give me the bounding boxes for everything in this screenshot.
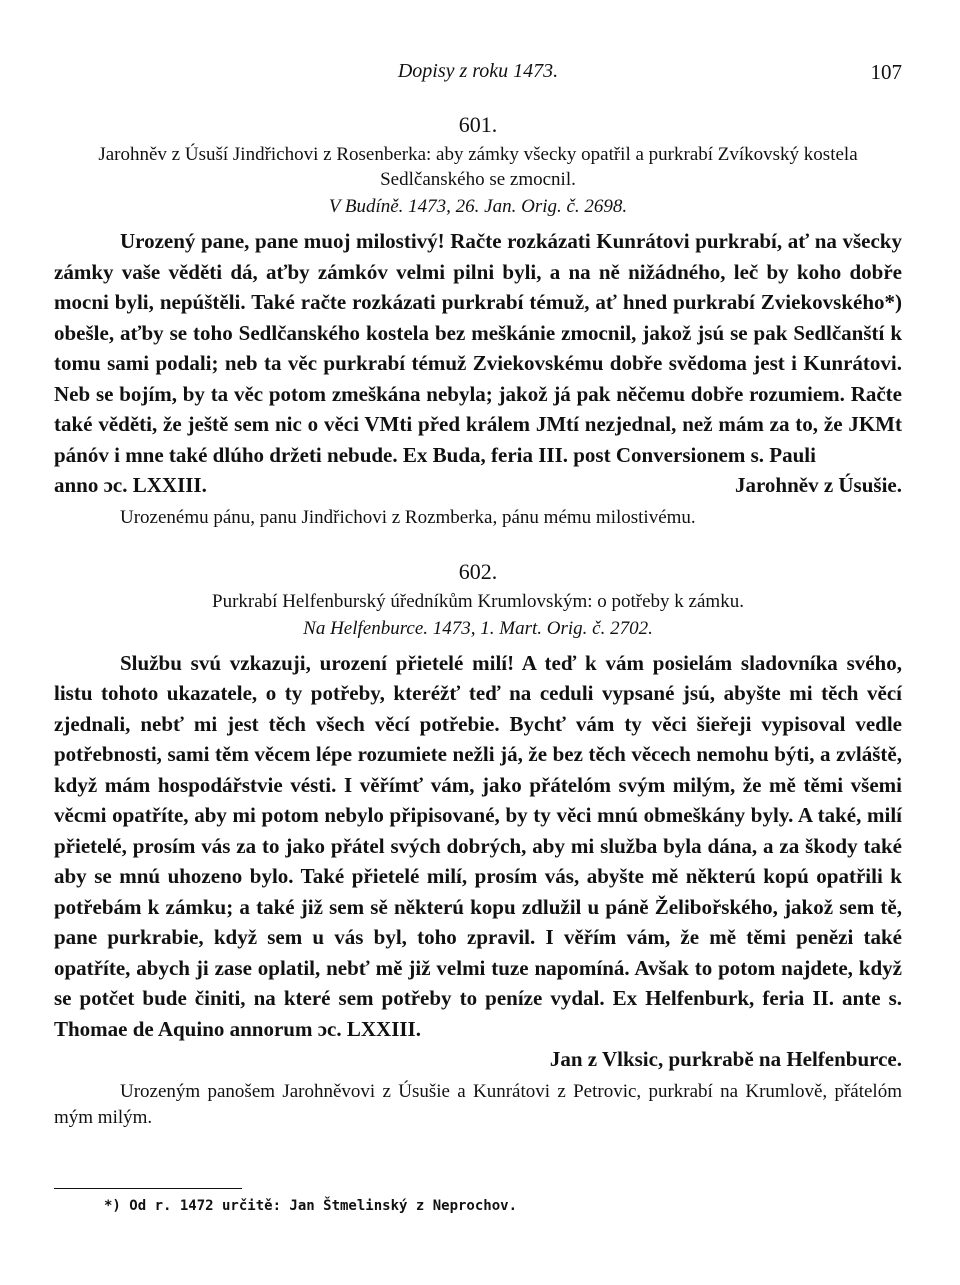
running-header bbox=[54, 58, 902, 88]
letter-signature: Jan z Vlksic, purkrabě na Helfenburce. bbox=[549, 1047, 902, 1071]
letter-signature: Jarohněv z Úsušie. bbox=[734, 473, 902, 497]
page-content bbox=[54, 110, 902, 1131]
page-number: 107 bbox=[870, 60, 902, 84]
letter-date-end: anno ɔc. LXXIII. bbox=[54, 473, 207, 497]
letter-602 bbox=[54, 557, 902, 1131]
letter-source: V Budíně. 1473, 26. Jan. Orig. č. 2698. bbox=[328, 196, 628, 217]
letter-summary: Jarohněv z Úsuší Jindřichovi z Rosenberka: aby zámky všecky opatřil a purkrabí Zvíkovský kostela Sedlčanského se zmocnil. bbox=[98, 144, 858, 190]
letter-body: Urozený pane, pane muoj milostivý! Račte rozkázati Kunrátovi purkrabí, ať na všecky zámky vaše věděti dá, aťby zámkóv velmi pilni byli, a na ně nižádného, leč by koho dobře mocni byli, nepúštěli. Také račte rozkázati purkrabí témuž, ať hned purkrabí Zviekovského*) obešle, aťby se toho Sedlčanského kostela bez meškánie zmocnil, jakož jsú se pak Sedlčanští k tomu sami podali; neb ta věc purkrabí témuž Zviekovskému dobře svědoma jest i Kunrátovi. Neb se bojím, by ta věc potom zmeškána nebyla; jakož já pak něčemu dobře rozumiem. Račte také věděti, že ještě sem nic o věci VMti před králem JMtí nezjednal, než mám za to, že JKMt pánóv i mne také dlúho držeti nebude. Ex Buda, feria III. post Conversionem s. Pauli bbox=[54, 229, 902, 467]
letter-number: 601. bbox=[458, 112, 498, 137]
footnote: *) Od r. 1472 určitě: Jan Štmelinský z Neprochov. bbox=[104, 1198, 518, 1214]
letter-number: 602. bbox=[458, 558, 498, 584]
letter-closing bbox=[54, 470, 902, 501]
footnote-divider bbox=[54, 1188, 242, 1189]
letter-601 bbox=[54, 110, 902, 531]
letter-address: Urozeným panošem Jarohněvovi z Úsušie a Kunrátovi z Petrovic, purkrabí na Krumlově, přátelóm mým milým. bbox=[54, 1080, 902, 1128]
letter-address: Urozenému pánu, panu Jindřichovi z Rozmberka, pánu mému milostivému. bbox=[120, 506, 696, 528]
letter-source: Na Helfenburce. 1473, 1. Mart. Orig. č. 2702. bbox=[303, 617, 653, 639]
running-title: Dopisy z roku 1473. bbox=[397, 60, 559, 82]
letter-summary: Purkrabí Helfenburský úředníkům Krumlovským: o potřeby k zámku. bbox=[212, 590, 744, 612]
letter-body: Službu svú vzkazuji, urození přietelé milí! A teď k vám posielám sladovníka svého, listu tohoto ukazatele, o ty potřeby, kteréžť teď na ceduli vypsané jsú, abyšte mi těch věcí zjednali, nebť mi jest těch všech věcí potřebie. Bychť vám ty věci šieřeji vypisoval vedle potřebnosti, sami těm věcem lépe rozumiete nežli já, že bez těch věcech nemohu býti, a zvláště, když mám hospodářstvie vésti. I věřímť vám, jako přátelóm svým milým, že mě těmi všemi věcmi opatříte, aby mi potom nebylo připisované, by ty věci mnú obmeškány byly. A také, milí přietelé, prosím vás za to jako přátel svých dobrých, aby mi služba byla dána, a za škody také aby se mnú uhozeno bylo. Také přietelé milí, prosím vás, abyšte mě některú kopú opatřili k potřebám k zámku; a také již sem sě některú kopu zdlužil u páně Želibořského, jakož sem tě, pane purkrabie, když sem u vás byl, toho zpravil. I věřím vám, že mě těmi penězi také opatříte, abych ji zase oplatil, nebť mě již velmi tuze napomíná. Avšak to potom najdete, když se potčet bude činiti, na které sem potřeby to peníze vydal. Ex Helfenburk, feria II. ante s. Thomae de Aquino annorum ɔc. LXXIII. bbox=[54, 650, 902, 1041]
